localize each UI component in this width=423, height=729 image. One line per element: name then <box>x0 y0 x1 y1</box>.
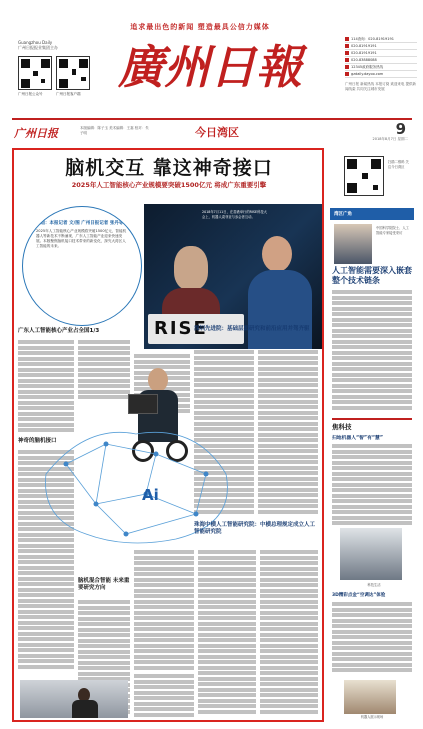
contact-info <box>345 36 417 78</box>
subtitle-bci: 神奇的脑机接口 <box>18 438 57 444</box>
info-text: gzdaily.dayoo.com <box>351 72 384 76</box>
phone-icon <box>345 51 349 55</box>
section-credits: 本版编辑：陈子玉 美术编辑：王嘉 校对：朱子明 <box>80 126 149 135</box>
qr-label-left: 广州日报公众号 <box>18 92 43 96</box>
text-block <box>332 444 412 526</box>
intro-body: 2025年人工智能核心产业规模将突破1500亿元，智能机器人等新技术不断涌现，广东人工智能产业迎来快速发展。本版聚焦脑机接口技术带来的新变化，探究大湾区人工智能的未来。 <box>36 229 127 248</box>
phone-icon <box>345 65 349 69</box>
phone-icon <box>345 37 349 41</box>
intro-circle <box>22 206 142 326</box>
info-line <box>345 64 417 71</box>
info-line <box>345 50 417 57</box>
info-text: 020-81919191 <box>351 51 377 55</box>
text-block <box>134 550 194 670</box>
subtitle-hybrid: 脑机混合智能 未来重要研究方向 <box>78 578 130 591</box>
subtitle-zhuhai: 珠海中横人工智能研究院：中横总理规定成立人工智能研究院 <box>194 522 316 535</box>
section-header <box>12 120 412 142</box>
top-slogan: 追求最出色的新闻 塑造最具公信力媒体 <box>130 23 270 31</box>
robot-head <box>174 246 208 290</box>
text-block <box>332 602 412 678</box>
qr-label-right: 广州日报客户端 <box>56 92 81 96</box>
column-title: 人工智能需要深入嵌套整个技术链条 <box>332 266 412 285</box>
masthead-title: 廣州日報 <box>118 40 302 94</box>
right-blurb: 广州日报 新闻热线 本报订阅 欢迎来电 提供新闻线索 共同关注城市发展 <box>345 82 416 91</box>
subtitle-industry: 广东人工智能核心产业占全国1/3 <box>18 328 100 334</box>
web-icon <box>345 72 349 76</box>
person-head <box>148 368 168 392</box>
phone-icon <box>345 44 349 48</box>
intro-title: 策划：本报记者 文/图 广州日报记者 张丹等 <box>36 221 124 226</box>
info-line <box>345 36 417 43</box>
rise-text: RISE <box>154 318 208 339</box>
page-number: 9 <box>395 120 406 138</box>
section-title: 今日湾区 <box>195 126 239 139</box>
page-date: 2018年8月7日 星期二 <box>372 137 408 141</box>
tech-heading: 焦科技 <box>332 418 412 431</box>
lab-photo <box>20 680 128 718</box>
feature-article <box>12 148 324 722</box>
text-block <box>258 350 318 520</box>
daily-label-en: Guangzhou Daily <box>18 40 53 45</box>
info-text: 020-83888088 <box>351 58 377 62</box>
photo2-caption: 科技生活 <box>367 583 381 587</box>
right-column <box>330 148 414 722</box>
phone-icon <box>345 58 349 62</box>
qr-label-column: 扫描二维码 关注今日湾区 <box>388 160 409 169</box>
info-text: 114查询：020-81919191 <box>351 36 394 41</box>
text-block <box>198 550 256 718</box>
qr-code-column <box>344 156 384 196</box>
headline: 脑机交互 靠这神奇接口 <box>65 157 273 179</box>
masthead <box>118 36 333 98</box>
section-logo: 广州日报 <box>14 127 58 140</box>
qr-code-right <box>56 56 90 90</box>
text-block <box>260 550 318 718</box>
photo-caption: 2018年7月11日，在香港举行的RISE科技大会上，机器人索菲亚与参会者互动。 <box>202 210 267 219</box>
portrait-caption: 中国科学院院士、人工智能专家接受采访 <box>376 226 409 235</box>
info-line <box>345 71 417 78</box>
person-head <box>262 236 292 272</box>
exhibit-photo <box>344 680 396 714</box>
ac-subtitle: 3D精彩点金“空调达”体验 <box>332 593 386 598</box>
daily-label <box>18 40 58 50</box>
daily-label-cn: 广州日报报业集团主办 <box>18 45 58 50</box>
info-line <box>345 43 417 50</box>
portrait-photo <box>334 224 372 264</box>
info-line <box>345 57 417 64</box>
text-block <box>134 674 194 718</box>
tech-subtitle: 扫地机器人“智”有“慧” <box>332 436 383 441</box>
subhead: 2025年人工智能核心产业规模要突破1500亿元 将成广东重要引擎 <box>71 181 267 189</box>
photo3-caption: 机器人展示现场 <box>360 715 384 719</box>
subtitle-shenzhen: 深圳先进院：基础层面研究和前沿应用并驾齐驱 <box>194 326 310 332</box>
person-body <box>72 700 98 718</box>
person-body <box>248 270 312 349</box>
qr-code-left <box>18 56 52 90</box>
info-text: 12345政府服务热线 <box>351 64 384 69</box>
text-block <box>332 290 412 414</box>
robot-vacuum-photo <box>340 528 402 580</box>
column-banner: 湾区广角 <box>330 208 414 220</box>
ai-label: Ai <box>142 486 159 504</box>
info-text: 020-81919191 <box>351 44 377 48</box>
